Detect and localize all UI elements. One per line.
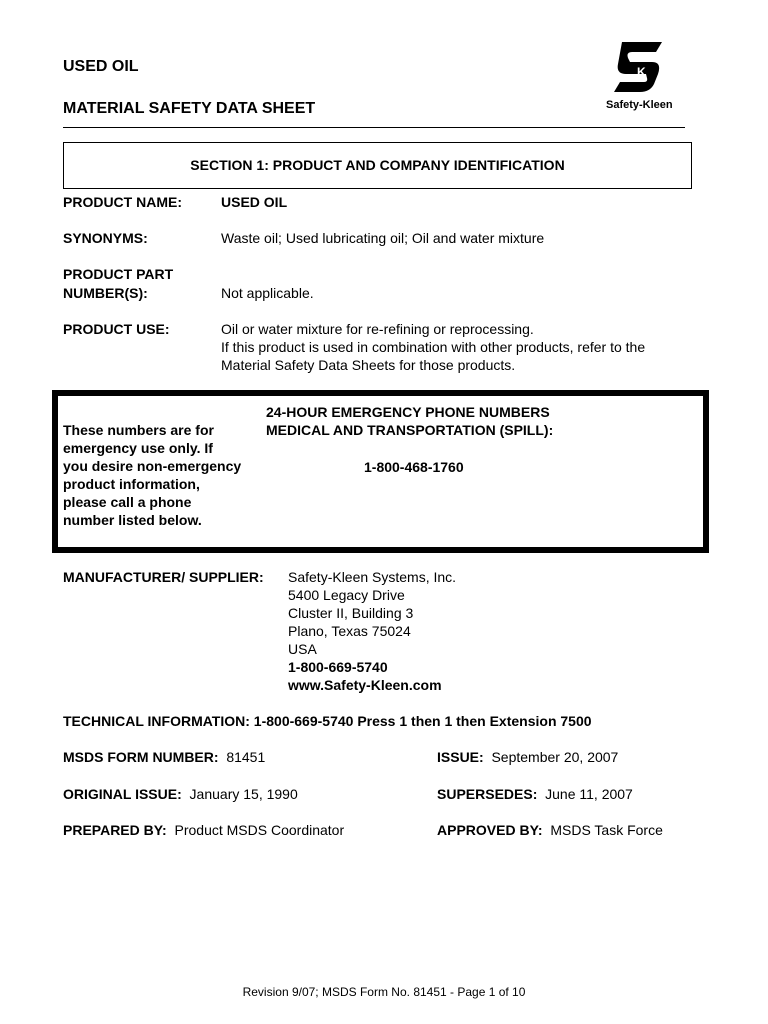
manufacturer-label: MANUFACTURER/ SUPPLIER: — [63, 569, 264, 585]
emergency-note-line: you desire non-emergency — [63, 458, 242, 474]
address-line: 5400 Legacy Drive — [288, 587, 405, 603]
page-footer: Revision 9/07; MSDS Form No. 81451 - Page 1 of 10 — [242, 985, 526, 999]
title-line-1: USED OIL — [63, 58, 139, 75]
emergency-note-line: These numbers are for — [63, 422, 214, 438]
prepared-by-value: Product MSDS Coordinator — [174, 822, 345, 838]
synonyms-label: SYNONYMS: — [63, 230, 148, 246]
approved-by-label: APPROVED BY: — [437, 822, 543, 838]
emergency-note — [63, 421, 241, 529]
approved-by-value: MSDS Task Force — [550, 822, 663, 838]
product-use-line: If this product is used in combination with other products, refer to the — [221, 339, 646, 355]
product-use-value — [221, 320, 645, 374]
product-use-label: PRODUCT USE: — [63, 321, 170, 337]
supersedes-label: SUPERSEDES: — [437, 786, 538, 802]
msds-form-label: MSDS FORM NUMBER: — [63, 749, 219, 765]
emergency-note-line: please call a phone — [63, 494, 192, 510]
msds-form-number — [63, 749, 265, 765]
original-issue — [63, 786, 298, 802]
header-rule — [63, 127, 685, 128]
document-title: MATERIAL SAFETY DATA SHEET — [63, 100, 316, 117]
manufacturer-website: www.Safety-Kleen.com — [288, 677, 442, 693]
supersedes — [437, 786, 633, 802]
prepared-by-label: PREPARED BY: — [63, 822, 167, 838]
svg-text:Safety-Kleen: Safety-Kleen — [606, 99, 673, 111]
original-issue-value: January 15, 1990 — [189, 786, 298, 802]
product-use-line: Material Safety Data Sheets for those products. — [221, 357, 516, 373]
emergency-heading-1: 24-HOUR EMERGENCY PHONE NUMBERS — [266, 404, 550, 420]
emergency-note-line: number listed below. — [63, 512, 202, 528]
section-1-heading: SECTION 1: PRODUCT AND COMPANY IDENTIFICATION — [190, 157, 565, 173]
address-line: Cluster II, Building 3 — [288, 605, 414, 621]
part-label-line-1: PRODUCT PART — [63, 266, 174, 282]
issue-label: ISSUE: — [437, 749, 484, 765]
issue — [437, 749, 618, 765]
safety-kleen-logo — [600, 38, 680, 114]
original-issue-label: ORIGINAL ISSUE: — [63, 786, 182, 802]
emergency-phone: 1-800-468-1760 — [364, 459, 464, 475]
part-label-line-2: NUMBER(S): — [63, 285, 148, 301]
sk-logo-icon — [600, 38, 680, 114]
prepared-by — [63, 822, 344, 838]
emergency-heading-2: MEDICAL AND TRANSPORTATION (SPILL): — [266, 422, 554, 438]
address-line: Plano, Texas 75024 — [288, 623, 411, 639]
part-value: Not applicable. — [221, 285, 314, 301]
emergency-note-line: product information, — [63, 476, 200, 492]
manufacturer-phone: 1-800-669-5740 — [288, 659, 388, 675]
product-name-label: PRODUCT NAME: — [63, 194, 182, 210]
address-line: USA — [288, 641, 317, 657]
svg-text:K: K — [637, 65, 646, 79]
synonyms-value: Waste oil; Used lubricating oil; Oil and water mixture — [221, 230, 545, 246]
emergency-note-line: emergency use only. If — [63, 440, 213, 456]
address-line: Safety-Kleen Systems, Inc. — [288, 569, 457, 585]
product-use-line: Oil or water mixture for re-refining or reprocessing. — [221, 321, 534, 337]
manufacturer-address — [288, 568, 456, 694]
msds-form-value: 81451 — [226, 749, 266, 765]
product-name-value: USED OIL — [221, 194, 288, 210]
issue-value: September 20, 2007 — [491, 749, 619, 765]
supersedes-value: June 11, 2007 — [545, 786, 633, 802]
approved-by — [437, 822, 663, 838]
technical-information: TECHNICAL INFORMATION: 1-800-669-5740 Press 1 then 1 then Extension 7500 — [63, 713, 592, 729]
